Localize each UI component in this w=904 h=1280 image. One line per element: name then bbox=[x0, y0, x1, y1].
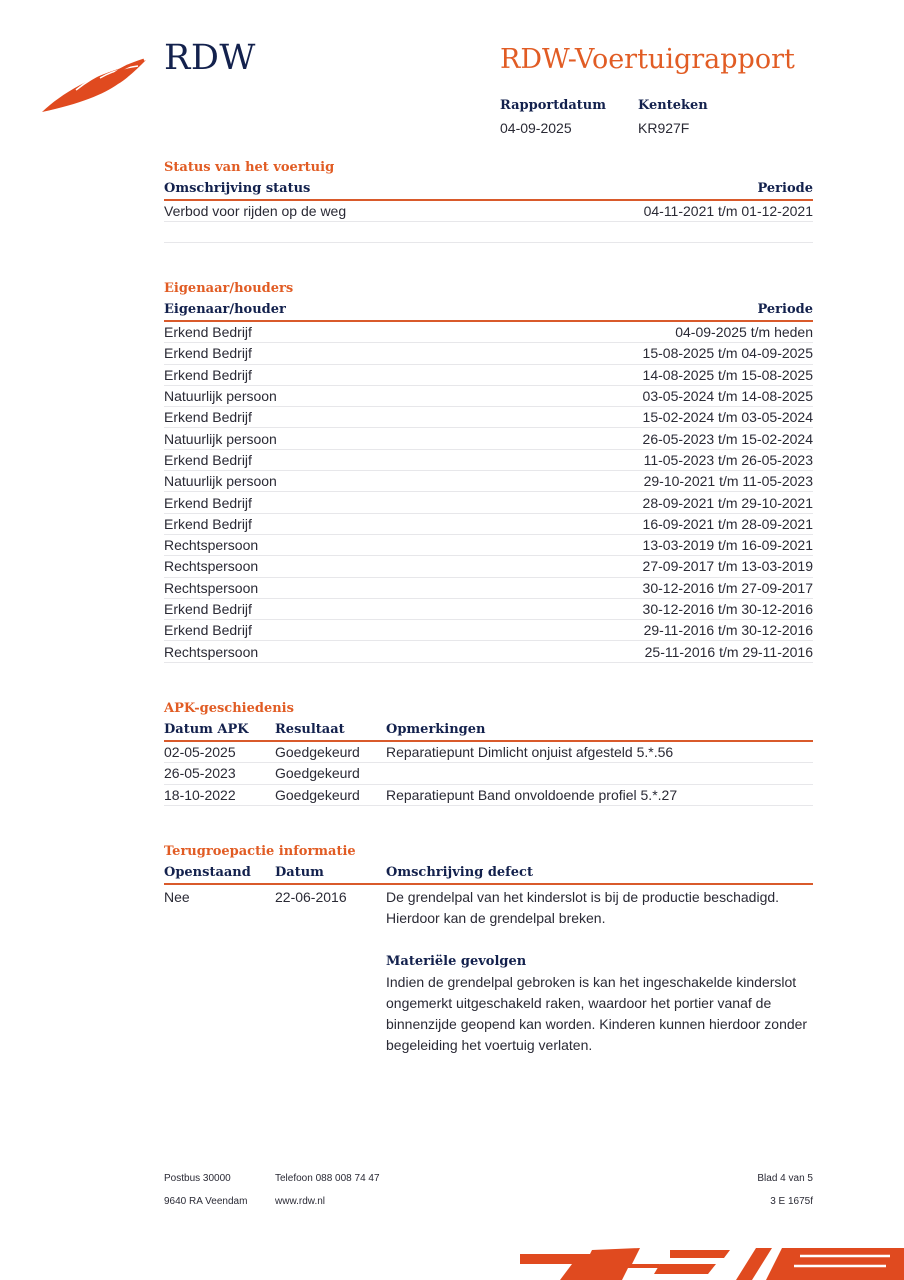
apk-date: 18-10-2022 bbox=[164, 786, 236, 803]
apk-remarks: Reparatiepunt Band onvoldoende profiel 5.*.27 bbox=[386, 786, 678, 803]
owner-period: 28-09-2021 t/m 29-10-2021 bbox=[642, 494, 813, 511]
table-row bbox=[164, 407, 813, 428]
owner-type: Erkend Bedrijf bbox=[164, 515, 252, 532]
apk-result: Goedgekeurd bbox=[275, 744, 360, 761]
report-date-value: 04-09-2025 bbox=[500, 120, 572, 136]
owner-type: Natuurlijk persoon bbox=[164, 473, 277, 490]
footer-phone: Telefoon 088 008 74 47 bbox=[275, 1173, 380, 1184]
footer-address-1: Postbus 30000 bbox=[164, 1173, 231, 1184]
owner-type: Erkend Bedrijf bbox=[164, 622, 252, 639]
recall-description bbox=[386, 887, 813, 1057]
report-title: RDW-Voertuigrapport bbox=[500, 44, 795, 75]
divider bbox=[164, 222, 813, 243]
owner-period: 27-09-2017 t/m 13-03-2019 bbox=[642, 558, 813, 575]
apk-remarks: Reparatiepunt Dimlicht onjuist afgesteld 5.*.56 bbox=[386, 744, 674, 761]
owner-type: Erkend Bedrijf bbox=[164, 409, 252, 426]
recall-col-desc: Omschrijving defect bbox=[386, 865, 533, 880]
recall-section bbox=[164, 843, 813, 1057]
owner-period: 29-11-2016 t/m 30-12-2016 bbox=[643, 622, 813, 639]
table-row bbox=[164, 556, 813, 577]
table-row bbox=[164, 365, 813, 386]
status-period: 04-11-2021 t/m 01-12-2021 bbox=[643, 203, 813, 220]
plate-value: KR927F bbox=[638, 120, 690, 136]
owner-type: Erkend Bedrijf bbox=[164, 601, 252, 617]
footer-website: www.rdw.nl bbox=[275, 1196, 326, 1207]
footer-address-2: 9640 RA Veendam bbox=[164, 1196, 248, 1207]
apk-result: Goedgekeurd bbox=[275, 765, 360, 782]
recall-desc-line: Hierdoor kan de grendelpal breken. bbox=[386, 910, 606, 927]
report-date-label: Rapportdatum bbox=[500, 98, 606, 113]
consequence-line: Indien de grendelpal gebroken is kan het ingeschakelde kinderslot bbox=[386, 973, 797, 990]
apk-date: 26-05-2023 bbox=[164, 765, 236, 782]
owner-type: Erkend Bedrijf bbox=[164, 494, 252, 511]
table-row bbox=[164, 450, 813, 471]
footer-code: 3 E 1675f bbox=[770, 1196, 813, 1207]
owner-period: 30-12-2016 t/m 30-12-2016 bbox=[642, 601, 813, 617]
owner-type: Rechtspersoon bbox=[164, 558, 259, 575]
consequence-line: begeleiding het voertuig verlaten. bbox=[386, 1037, 593, 1054]
status-section-title: Status van het voertuig bbox=[164, 160, 335, 175]
recall-table-header bbox=[164, 864, 813, 885]
recall-section-title: Terugroepactie informatie bbox=[164, 844, 356, 859]
owner-type: Erkend Bedrijf bbox=[164, 345, 252, 362]
logo-wordmark: RDW bbox=[164, 38, 256, 78]
owner-period: 15-08-2025 t/m 04-09-2025 bbox=[642, 345, 813, 362]
owner-type: Erkend Bedrijf bbox=[164, 451, 252, 468]
table-row bbox=[164, 535, 813, 556]
table-row bbox=[164, 620, 813, 641]
decorative-stripes-icon bbox=[520, 1244, 904, 1280]
owners-table-header bbox=[164, 301, 813, 322]
apk-col-result: Resultaat bbox=[275, 722, 345, 737]
owner-period: 16-09-2021 t/m 28-09-2021 bbox=[642, 515, 813, 532]
status-table-header bbox=[164, 180, 813, 201]
table-row bbox=[164, 471, 813, 492]
owner-period: 03-05-2024 t/m 14-08-2025 bbox=[642, 388, 813, 405]
owner-period: 15-02-2024 t/m 03-05-2024 bbox=[642, 409, 813, 426]
apk-date: 02-05-2025 bbox=[164, 744, 236, 761]
table-row bbox=[164, 514, 813, 535]
owners-section-title: Eigenaar/houders bbox=[164, 281, 294, 296]
apk-section-title: APK-geschiedenis bbox=[164, 701, 294, 716]
status-desc: Verbod voor rijden op de weg bbox=[164, 203, 347, 220]
status-section bbox=[164, 159, 813, 243]
table-row bbox=[164, 742, 813, 763]
recall-row bbox=[164, 885, 813, 1057]
owner-period: 29-10-2021 t/m 11-05-2023 bbox=[643, 473, 813, 490]
plate-block bbox=[638, 97, 708, 137]
recall-date: 22-06-2016 bbox=[275, 889, 347, 905]
consequence-title: Materiële gevolgen bbox=[386, 953, 527, 969]
table-row bbox=[164, 578, 813, 599]
apk-col-date: Datum APK bbox=[164, 722, 249, 737]
owners-col-period: Periode bbox=[757, 302, 813, 317]
consequence-line: ongemerkt uitgeschakeld raken, waardoor het portier vanaf de bbox=[386, 994, 772, 1011]
report-date-block bbox=[500, 97, 606, 137]
recall-open: Nee bbox=[164, 889, 190, 905]
table-row bbox=[164, 201, 813, 222]
owner-period: 11-05-2023 t/m 26-05-2023 bbox=[643, 451, 813, 468]
table-row bbox=[164, 386, 813, 407]
owner-period: 26-05-2023 t/m 15-02-2024 bbox=[642, 430, 813, 447]
status-col-period: Periode bbox=[757, 181, 813, 196]
table-row bbox=[164, 785, 813, 806]
recall-desc-line: De grendelpal van het kinderslot is bij de productie beschadigd. bbox=[386, 889, 780, 905]
owner-period: 25-11-2016 t/m 29-11-2016 bbox=[644, 643, 813, 660]
owner-period: 04-09-2025 t/m heden bbox=[675, 324, 813, 341]
table-row bbox=[164, 322, 813, 343]
owner-type: Rechtspersoon bbox=[164, 537, 259, 554]
apk-section bbox=[164, 700, 813, 806]
plate-label: Kenteken bbox=[638, 98, 708, 113]
owner-type: Natuurlijk persoon bbox=[164, 430, 277, 447]
table-row bbox=[164, 492, 813, 513]
table-row bbox=[164, 599, 813, 620]
recall-col-open: Openstaand bbox=[164, 865, 251, 880]
table-row bbox=[164, 763, 813, 784]
owner-type: Natuurlijk persoon bbox=[164, 388, 277, 405]
table-row bbox=[164, 641, 813, 662]
status-col-desc: Omschrijving status bbox=[164, 181, 311, 196]
owner-type: Rechtspersoon bbox=[164, 643, 259, 660]
apk-col-remarks: Opmerkingen bbox=[386, 722, 486, 737]
recall-col-date: Datum bbox=[275, 865, 324, 880]
owners-col-owner: Eigenaar/houder bbox=[164, 302, 286, 317]
footer-page-number: Blad 4 van 5 bbox=[757, 1173, 813, 1184]
owner-type: Rechtspersoon bbox=[164, 579, 259, 596]
owner-period: 30-12-2016 t/m 27-09-2017 bbox=[642, 579, 813, 596]
apk-result: Goedgekeurd bbox=[275, 786, 360, 803]
apk-table-header bbox=[164, 721, 813, 742]
owner-period: 14-08-2025 t/m 15-08-2025 bbox=[642, 366, 813, 383]
owner-type: Erkend Bedrijf bbox=[164, 366, 252, 383]
table-row bbox=[164, 343, 813, 364]
owner-type: Erkend Bedrijf bbox=[164, 324, 252, 341]
table-row bbox=[164, 428, 813, 449]
owner-period: 13-03-2019 t/m 16-09-2021 bbox=[642, 537, 813, 554]
consequence-line: binnenzijde geopend kan worden. Kinderen kunnen hierdoor zonder bbox=[386, 1016, 808, 1033]
owners-section bbox=[164, 280, 813, 663]
